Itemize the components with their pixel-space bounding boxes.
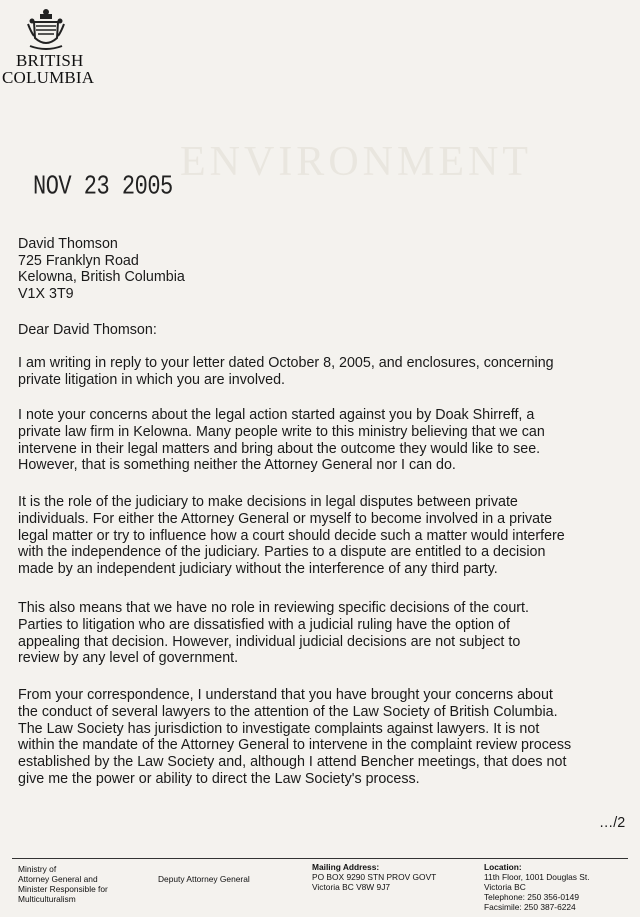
recipient-street: 725 Franklyn Road [18,252,139,269]
footer-location [484,862,590,912]
footer-location-line: 11th Floor, 1001 Douglas St. [484,872,590,882]
footer-mailing-address [312,862,436,892]
paragraph-4 [18,600,628,667]
footer-location-line: Victoria BC [484,882,526,892]
footer-ministry-line: Attorney General and [18,874,98,884]
footer-ministry-line: Ministry of [18,864,57,874]
recipient-postal: V1X 3T9 [18,285,74,302]
footer-office: Deputy Attorney General [158,874,250,884]
paragraph-line: I am writing in reply to your letter dated October 8, 2005, and enclosures, concerning [18,355,554,371]
watermark: ENVIRONMENT [180,139,532,185]
footer-ministry-line: Multiculturalism [18,894,76,904]
paragraph-line: Parties to litigation who are dissatisfied with a judicial ruling have the option of [18,616,510,633]
footer-mailing-line: Victoria BC V8W 9J7 [312,882,391,892]
bc-coat-of-arms-icon [26,8,66,52]
footer-mailing-line: PO BOX 9290 STN PROV GOVT [312,872,437,882]
footer-ministry [18,864,108,904]
logo-line-columbia: COLUMBIA [2,68,95,87]
recipient-address [18,236,185,302]
paragraph-line: established by the Law Society and, although I attend Bencher meetings, that does not [18,754,567,771]
paragraph-line: However, that is something neither the Attorney General nor I can do. [18,457,456,474]
paragraph-line: with the independence of the judiciary. Parties to a dispute are entitled to a decision [18,544,546,561]
paragraph-line: I note your concerns about the legal action started against you by Doak Shirreff, a [18,407,535,423]
footer-mailing-heading: Mailing Address: [312,862,380,872]
paragraph-line: appealing that decision. However, individual judicial decisions are not subject to [18,633,521,650]
footer-location-heading: Location: [484,862,522,872]
paragraph-line: The Law Society has jurisdiction to investigate complaints against lawyers. It is not [18,720,540,737]
paragraph-line: private law firm in Kelowna. Many people write to this ministry believing that we can [18,423,545,440]
paragraph-line: It is the role of the judiciary to make decisions in legal disputes between private [18,494,518,510]
paragraph-line: This also means that we have no role in reviewing specific decisions of the court. [18,600,529,616]
salutation: Dear David Thomson: [18,322,157,338]
footer-ministry-line: Minister Responsible for [18,884,108,894]
paragraph-line: private litigation in which you are involved. [18,371,286,388]
footer-divider [12,858,628,859]
paragraph-line: intervene in their legal matters and bring about the outcome they would like to see. [18,440,541,457]
paragraph-line: give me the power or ability to direct the Law Society's process. [18,770,420,787]
paragraph-line: From your correspondence, I understand that you have brought your concerns about [18,687,553,703]
paragraph-line: legal matter or try to influence how a court should decide such a matter would interfere [18,527,565,544]
paragraph-line: review by any level of government. [18,650,239,667]
paragraph-1 [18,355,628,389]
footer-location-line: Telephone: 250 356-0149 [484,892,579,902]
paragraph-line: the conduct of several lawyers to the attention of the Law Society of British Columbia. [18,703,558,720]
paragraph-line: individuals. For either the Attorney General or myself to become involved in a private [18,510,553,527]
date-stamp: NOV 23 2005 [33,172,173,202]
paragraph-line: within the mandate of the Attorney General to intervene in the complaint review process [18,737,572,754]
bc-logo-text [2,52,94,86]
paragraph-line: made by an independent judiciary without the interference of any third party. [18,561,498,578]
recipient-city: Kelowna, British Columbia [18,269,185,285]
recipient-name: David Thomson [18,236,118,252]
paragraph-2 [18,407,628,474]
paragraph-3 [18,494,628,578]
paragraph-5 [18,687,628,788]
page-continuation: …/2 [599,815,626,831]
footer-location-line: Facsimile: 250 387-6224 [484,902,576,912]
logo-line-british: BRITISH [16,51,84,70]
